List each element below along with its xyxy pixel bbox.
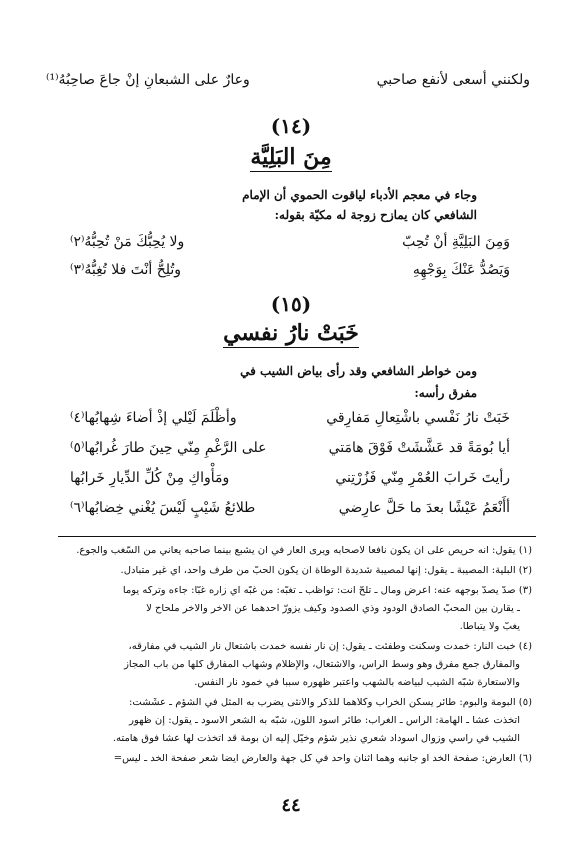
hemistich-right: رأيتَ خَرابَ العُمْرِ مِنّي فَزُرْتِني xyxy=(335,470,510,486)
footnote-6: (٦) العارض: صفحة الخد أو جانبه وهما اثنان واحد في كل جهة والعارض أيضاً شعر صفحة الخد ـ ليس= xyxy=(113,754,532,764)
footnote-separator xyxy=(58,536,536,537)
hemistich-right: أيا بُومَةً قد عَشَّشَتْ فَوْقَ هامَتي xyxy=(328,440,510,456)
verse-14-1 xyxy=(70,234,510,250)
footnote-3: (٣) صدّ يصدّ بوجهه عنه: أعرض ومال ـ تلحّ أنت: تواظب ـ تغبّه: من غبّه أي زاره غبّاً: جاءه وتركه يوماً xyxy=(122,586,532,596)
poem-number-14: (١٤) xyxy=(270,114,312,138)
footnote-5-cont-2: الشيب في رأسي وزوال أسوداد شعري نذير شؤم وخيّل إليه أن بومة قد اتخذت لها عشاً فوق هامته. xyxy=(112,734,520,744)
hemistich-left: على الرَّغْمِ مِنّي حِينَ طارَ غُرابُها⁽٥⁾ xyxy=(70,440,267,456)
verse-15-2 xyxy=(70,440,510,456)
poem-title-14: مِنَ البَلِيَّة xyxy=(250,144,332,170)
poem-number-15: (١٥) xyxy=(270,292,312,316)
verse-top xyxy=(46,72,530,88)
hemistich-right: وَمِنَ البَلِيَّةِ أنْ تُحِبّ xyxy=(402,234,510,250)
footnote-5: (٥) البومة والبوم: طائر يسكن الخراب وكلاهما للذكر والأنثى يضرب به المثل في الشؤم ـ عشّشت: xyxy=(129,698,532,708)
hemistich-left: وعارٌ على الشبعانِ إنْ جاعَ صاحِبُهُ⁽¹⁾ xyxy=(46,72,250,88)
poem-intro-15-line2: مفرق رأسه: xyxy=(414,386,477,400)
hemistich-left: ومَأْواكِ مِنْ كُلِّ الدِّيارِ خَرابُها xyxy=(70,470,230,486)
poem-intro-14-line1: وجاء في معجم الأدباء لياقوت الحموي أن الإمام xyxy=(242,188,477,202)
verse-15-1 xyxy=(70,410,510,426)
hemistich-right: خَبَتْ نارُ نَفْسي باشْتِعالِ مَفارِقي xyxy=(326,410,510,426)
hemistich-right: أأَنْعَمُ عَيْشًا بعدَ ما حَلَّ عارِضي xyxy=(338,500,510,516)
footnote-1: (١) يقول: أنه حريص على أن يكون نافعاً لأصحابه ويرى العار في أن يشبع بينما صاحبه يعاني من السّغب والجوع. xyxy=(76,546,532,556)
verse-15-4 xyxy=(70,500,510,516)
footnote-3-cont-2: يغبّ ولا يتباطأ. xyxy=(459,622,520,632)
hemistich-left: ولا يُحِبُّكَ مَنْ تُحِبُّهُ⁽٢⁾ xyxy=(70,234,185,250)
footnote-3-cont-1: ـ يقارن بين المحبّ الصادق الودود وذي الصدود وكيف يزورّ أحدهما عن الآخر والآخر ملحاح لا xyxy=(146,604,520,614)
verse-15-3 xyxy=(70,470,510,486)
hemistich-right: وَيَصُدُّ عَنْكَ بِوَجْهِهِ xyxy=(412,262,510,278)
footnote-4-cont-2: والاستعارة شبّه الشيب لبياضه بالشهب واعتبر ظهوره سبباً في خمود نار النفس. xyxy=(194,678,520,688)
verse-14-2 xyxy=(70,262,510,278)
footnote-5-cont-1: اتخذت عشاً ـ الهامة: الرأس ـ الغراب: طائر أسود اللون، شبّه به الشعر الأسود ـ يقول: إن ظهور xyxy=(129,716,520,726)
hemistich-left: وتُلِحُّ أنْتَ فلا تُغِبُّهُ⁽٣⁾ xyxy=(70,262,182,278)
hemistich-left: طلائعُ شَيْبٍ لَيْسَ يُغْني خِضابُها⁽٦⁾ xyxy=(70,500,256,516)
poem-intro-15-line1: ومن خواطر الشافعي وقد رأى بياض الشيب في xyxy=(240,364,477,378)
poem-title-15: خَبَتْ نارُ نفسي xyxy=(223,320,359,346)
footnote-4-cont-1: والمفارق جمع مفرق وهو وسط الرأس، والاشتعال، والإظلام وشهاب المفارق كلها من باب المجاز xyxy=(124,660,520,670)
footnote-2: (٢) البلية: المصيبة ـ يقول: إنها لمصيبة شديدة الوطأة أن يكون الحبّ من طرف واحد، أي غير متبادل. xyxy=(120,566,532,576)
footnote-4: (٤) خبت النار: خمدت وسكنت وطفئت ـ يقول: إن نار نفسه خمدت باشتعال نار الشيب في مفارقه، xyxy=(128,642,532,652)
hemistich-left: وأظْلَمَ لَيْلي إذْ أضاءَ شِهابُها⁽٤⁾ xyxy=(70,410,237,426)
hemistich-right: ولكنني أسعى لأنفع صاحبي xyxy=(376,72,530,88)
page-number: ٤٤ xyxy=(281,795,301,816)
poem-intro-14-line2: الشافعي كان يمازح زوجة له مكيّة بقوله: xyxy=(274,208,477,222)
